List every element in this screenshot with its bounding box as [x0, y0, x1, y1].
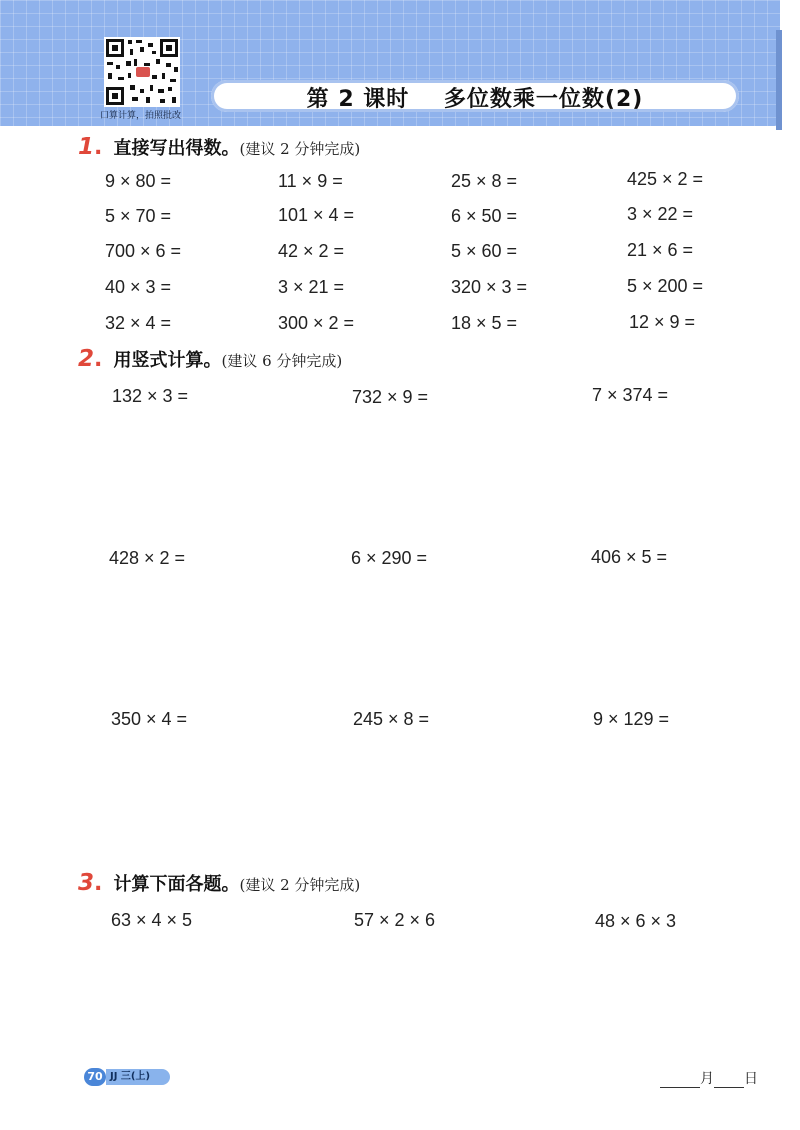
day-blank[interactable] — [714, 1075, 744, 1088]
mixed-problem: 48 × 6 × 3 — [595, 911, 677, 931]
oral-problem: 12 × 9 = — [629, 312, 696, 332]
section-number-dot: . — [94, 135, 103, 160]
section-hint: (建议 2 分钟完成) — [239, 140, 361, 158]
oral-problem: 425 × 2 = — [627, 169, 704, 189]
qr-code[interactable] — [104, 37, 180, 107]
page-badge — [84, 1068, 169, 1086]
vertical-problem: 6 × 290 = — [351, 548, 428, 568]
mixed-problem: 57 × 2 × 6 — [354, 910, 436, 930]
book-label: JJ 三(上) — [106, 1069, 170, 1085]
section-number: 1 — [78, 134, 95, 160]
oral-problem: 300 × 2 = — [278, 313, 355, 333]
lesson-title-bar — [211, 80, 739, 112]
oral-problem: 18 × 5 = — [451, 313, 518, 333]
oral-problem: 25 × 8 = — [451, 171, 518, 191]
oral-problem: 32 × 4 = — [105, 313, 172, 333]
section-number: 3 — [78, 870, 95, 896]
section-3-heading — [78, 870, 360, 898]
oral-problem: 5 × 200 = — [627, 276, 704, 296]
oral-problem: 21 × 6 = — [627, 240, 694, 260]
oral-problem: 9 × 80 = — [105, 171, 172, 191]
vertical-problem: 132 × 3 = — [112, 386, 189, 406]
vertical-problem: 245 × 8 = — [353, 709, 430, 729]
section-2-heading — [78, 346, 342, 374]
oral-problem: 40 × 3 = — [105, 277, 172, 297]
section-number-dot: . — [94, 871, 103, 896]
vertical-problem: 406 × 5 = — [591, 547, 668, 567]
section-1-heading — [78, 134, 360, 162]
section-hint: (建议 6 分钟完成) — [221, 352, 343, 370]
page-edge — [776, 30, 782, 130]
oral-problem: 11 × 9 = — [278, 171, 343, 191]
section-number: 2 — [78, 346, 95, 372]
section-hint: (建议 2 分钟完成) — [239, 876, 361, 894]
vertical-problem: 732 × 9 = — [352, 387, 429, 407]
oral-problem: 101 × 4 = — [278, 205, 355, 225]
month-blank[interactable] — [660, 1075, 700, 1088]
date-field — [660, 1068, 758, 1088]
section-number-dot: . — [94, 347, 103, 372]
section-title: 用竖式计算。 — [113, 350, 222, 371]
section-title: 直接写出得数。 — [113, 138, 240, 159]
vertical-problem: 7 × 374 = — [592, 385, 669, 405]
vertical-problem: 428 × 2 = — [109, 548, 186, 568]
day-label: 日 — [744, 1071, 758, 1087]
page-number: 70 — [84, 1068, 106, 1086]
vertical-problem: 350 × 4 = — [111, 709, 188, 729]
lesson-title: 第 2 课时 多位数乘一位数(2) — [306, 87, 644, 112]
section-title: 计算下面各题。 — [113, 874, 240, 895]
oral-problem: 42 × 2 = — [278, 241, 345, 261]
month-label: 月 — [700, 1071, 714, 1087]
oral-problem: 5 × 60 = — [451, 241, 518, 261]
oral-problem: 6 × 50 = — [451, 206, 518, 226]
qr-caption: 口算计算，拍照批改 — [100, 111, 182, 121]
oral-problem: 3 × 22 = — [627, 204, 694, 224]
oral-problem: 320 × 3 = — [451, 277, 528, 297]
vertical-problem: 9 × 129 = — [593, 709, 670, 729]
mixed-problem: 63 × 4 × 5 — [111, 910, 193, 930]
oral-problem: 5 × 70 = — [105, 206, 172, 226]
oral-problem: 3 × 21 = — [278, 277, 345, 297]
oral-problem: 700 × 6 = — [105, 241, 182, 261]
